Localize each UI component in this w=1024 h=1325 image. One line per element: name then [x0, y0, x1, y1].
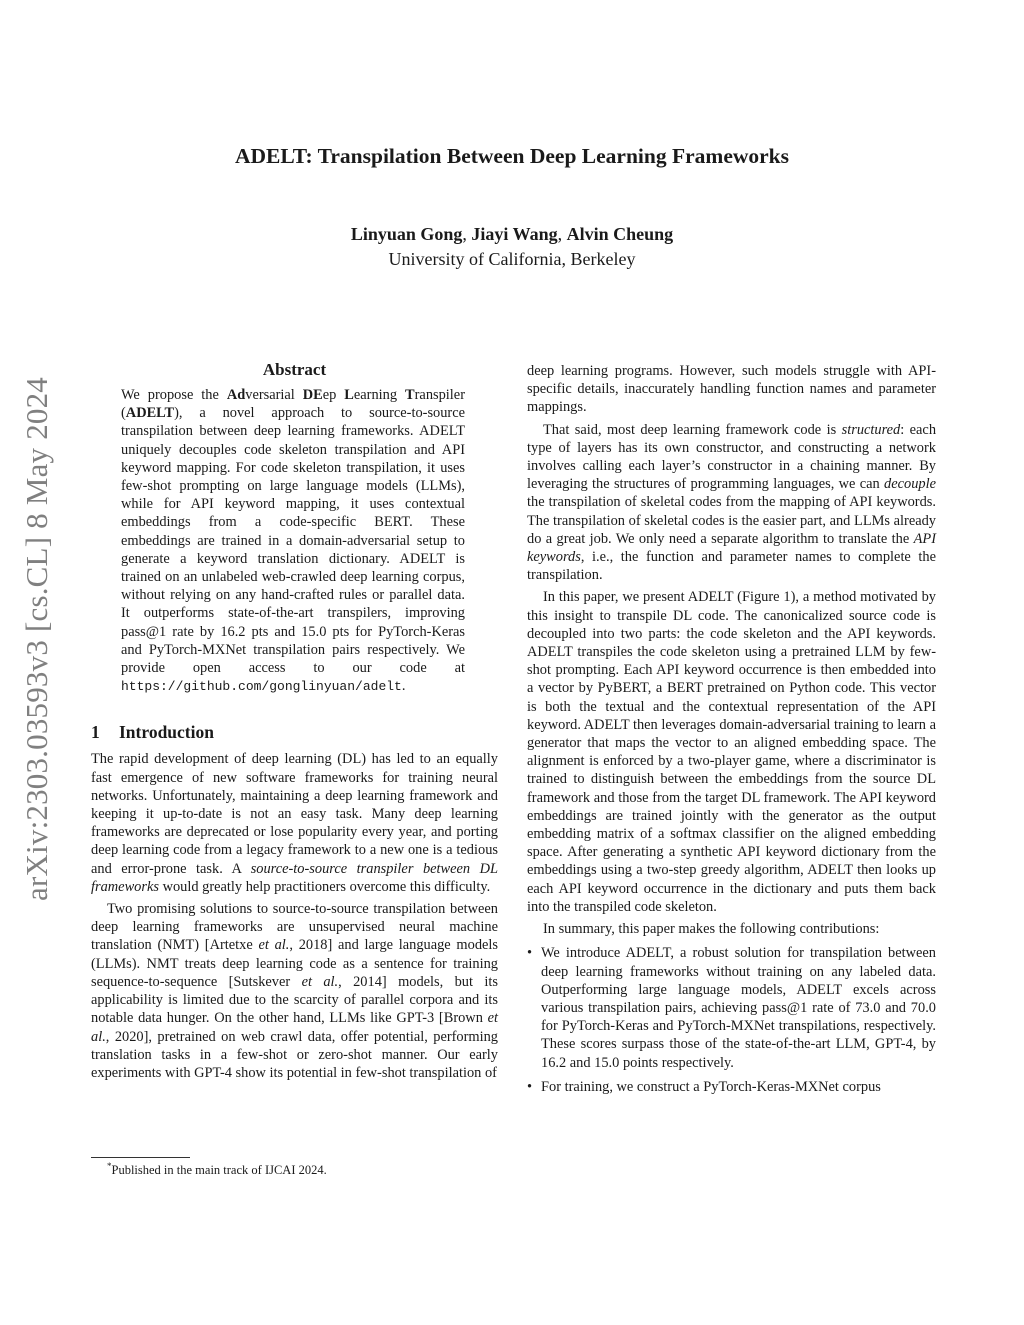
- abstract-acronym-letter: L: [344, 387, 354, 403]
- emphasis-text: API keywords: [527, 530, 936, 566]
- section-title: Introduction: [119, 722, 214, 743]
- text-run: , i.e., the function and parameter names to complete the transpilation.: [527, 549, 936, 584]
- bullet-icon: •: [527, 945, 533, 962]
- code-repository-link[interactable]: https://github.com/gonglinyuan/adelt: [121, 679, 402, 695]
- body-paragraph: deep learning programs. However, such models struggle with API-specific details, inaccurately handling function names and parameter mappings.: [527, 363, 936, 416]
- list-item: [527, 1078, 936, 1096]
- list-item-text: We introduce ADELT, a robust solution for transpilation between deep learning frameworks without training on any labeled data. Outperforming large language models, ADELT excels across various transpilation pairs, achieving pass@1 rate of 73.0 and 70.0 for PyTorch-Keras and PyTorch-MXNet transpilations, respectively. These scores surpass those of the state-of-the-art LLM, GPT-4, by 16.2 and 15.0 points respectively.: [541, 945, 936, 1071]
- footnote: [107, 1161, 327, 1178]
- footnote-mark: *: [107, 1161, 112, 1171]
- text-run: , 2014] models, but its applicability is limited due to the scarcity of parallel corpora and its notable data hunger. On the other hand, LLMs like GPT-3 [Brown: [91, 973, 498, 1027]
- text-run: , 2018] and large language models (LLMs). NMT treats deep learning code as a sentence for training sequence-to-sequence [Sutskever: [91, 937, 499, 990]
- author-list: [0, 224, 1024, 245]
- bullet-icon: •: [527, 1078, 533, 1095]
- text-run: would greatly help practitioners overcome this difficulty.: [158, 878, 491, 895]
- citation-emphasis: et al.: [91, 1010, 498, 1045]
- body-paragraph: In summary, this paper makes the following contributions:: [543, 921, 880, 938]
- text-run: The rapid development of deep learning (DL) has led to an equally fast emergence of new software frameworks for training neural networks. Unfortunately, maintaining a deep learning framework and keeping it up-to-date is not an easy task. Many deep learning frameworks are deprecated or lose popularity every year, and porting deep learning code from a legacy framework to a new one is a tedious and error-prone task. A: [91, 751, 498, 877]
- paper-title: ADELT: Transpilation Between Deep Learning Frameworks: [234, 144, 790, 168]
- text-run: , 2020], pretrained on web crawl data, offer potential, performing translation tasks in a few-shot or zero-shot manner. Our early experiments with GPT-4 show its potential in few-shot transpilation of: [91, 1028, 498, 1081]
- left-column: [91, 360, 498, 1082]
- section-heading: [91, 722, 498, 743]
- emphasis-text: decouple: [884, 476, 936, 493]
- author-affiliation: University of California, Berkeley: [388, 249, 636, 269]
- author-name: Jiayi Wang: [471, 224, 558, 244]
- body-paragraph: [527, 421, 936, 585]
- text-run: : each type of layers has its own constructor, and constructing a network involves calling each layer’s constructor in a chaining manner. By leveraging the structures of programming languages, we can: [527, 421, 937, 493]
- right-column: [527, 362, 936, 1102]
- text-run: the transpilation of skeletal codes from the mapping of API keywords. The transpilation of skeletal codes is the easier part, and LLMs already do a great job. We only need a separate algorithm to translate the: [527, 494, 936, 547]
- author-separator: ,: [557, 224, 563, 244]
- author-separator: ,: [462, 224, 467, 244]
- author-name: Linyuan Gong: [350, 224, 463, 244]
- citation-emphasis: et al.: [258, 937, 290, 954]
- emphasis-text: structured: [841, 421, 901, 438]
- text-run: That said, most deep learning framework code is: [543, 421, 842, 438]
- contributions-list: [527, 944, 936, 1096]
- abstract-text: [121, 386, 465, 696]
- intro-paragraph: [91, 750, 498, 896]
- body-paragraph: In this paper, we present ADELT (Figure 1), a method motivated by this insight to transpile DL code. The canonicalized source code is decoupled into two parts: the code skeleton and the API keywords. ADELT transpiles the code skeleton using a pretrained LLM by few-shot prompting. Each API keyword occurrence is then embedded into a vector by PyBERT, a BERT pretrained on Python code. This vector is both the textual and the contextual representation of the API keyword. ADELT then leverages domain-adversarial training to learn a generator that maps the vector to an aligned embedding space. The alignment is enforced by a two-player game, where a discriminator is trained to distinguish between the embeddings from the source DL framework and those from the target DL framework. The API keyword embeddings are trained jointly with the generator as the output embedding matrix of a softmax classifier on the aligned embedding space. After generating a synthetic API keyword dictionary from the embeddings using a two-step greedy algorithm, ADELT then looks up each API keyword occurrence in the dictionary and puts them back into the transpiled code skeleton.: [527, 589, 936, 915]
- abstract-text-run: We propose the: [121, 387, 227, 403]
- author-name: Alvin Cheung: [566, 224, 674, 244]
- abstract-acronym-letter: Ad: [226, 387, 246, 403]
- intro-paragraph: [91, 900, 498, 1082]
- arxiv-identifier-watermark: [14, 346, 60, 931]
- text-run: Two promising solutions to source-to-source transpilation between deep learning frameworks are unsupervised neural machine translation (NMT) [Artetxe: [91, 901, 498, 954]
- footnote-text: Published in the main track of IJCAI 2024.: [111, 1163, 327, 1178]
- abstract-text-run: ep: [322, 387, 345, 403]
- arxiv-identifier-text: arXiv:2303.03593v3 [cs.CL] 8 May 2024: [19, 376, 55, 901]
- section-number: 1: [91, 722, 100, 743]
- footnote-divider: [91, 1157, 190, 1158]
- list-item-text: For training, we construct a PyTorch-Keras-MXNet corpus: [541, 1078, 881, 1095]
- list-item: [527, 944, 936, 1071]
- abstract-text-run: ranspiler (: [121, 387, 465, 422]
- abstract-heading: Abstract: [262, 360, 327, 379]
- abstract-acronym: ADELT: [125, 405, 175, 422]
- abstract-text-run: versarial: [245, 387, 303, 403]
- abstract-acronym-letter: T: [405, 387, 415, 403]
- abstract-text-run: .: [401, 678, 406, 695]
- abstract-acronym-letter: DE: [302, 387, 323, 403]
- abstract-text-run: earning: [353, 387, 406, 403]
- emphasis-text: source-to-source transpiler between DL frameworks: [91, 860, 499, 895]
- abstract-text-run: ), a novel approach to source-to-source transpilation between deep learning frameworks. ADELT uniquely decouples code skeleton transpilation and API keyword mapping. For code skeleton transpilation, it uses few-shot prompting on large language models (LLMs), while for API keyword mapping, it uses contextual embeddings from a code-specific BERT. These embeddings are trained in a domain-adversarial setup to generate a keyword translation dictionary. ADELT is trained on an unlabeled web-crawled deep learning corpus, without relying on any hand-crafted rules or parallel data. It outperforms state-of-the-art transpilers, improving pass@1 rate by 16.2 pts and 15.0 pts for PyTorch-Keras and PyTorch-MXNet transpilation pairs respectively. We provide open access to our code at: [121, 405, 465, 677]
- citation-emphasis: et al.: [301, 973, 339, 990]
